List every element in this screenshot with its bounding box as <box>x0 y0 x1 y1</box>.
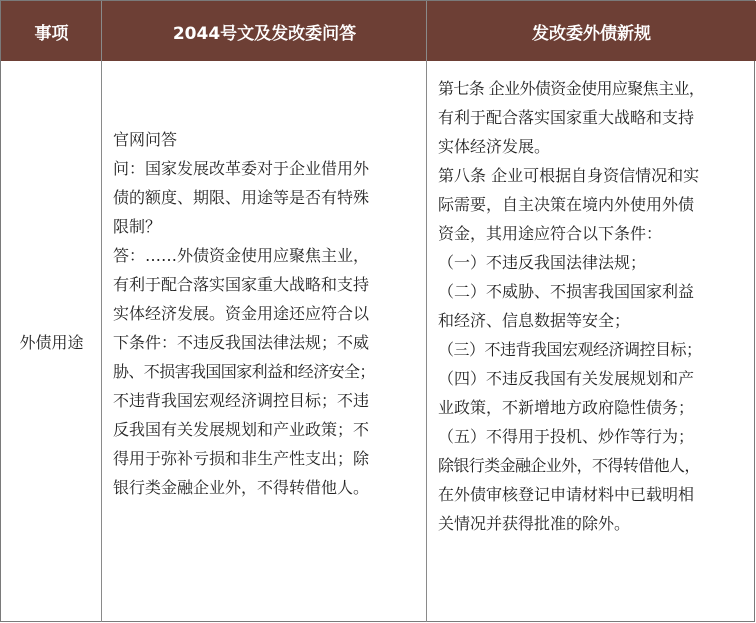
row-item-label: 外债用途 <box>19 332 84 352</box>
qa-line: 问：国家发展改革委对于企业借用外 <box>113 159 370 178</box>
rule-line: 际需要，自主决策在境内外使用外债 <box>438 195 695 214</box>
qa-line: 官网问答 <box>113 130 178 149</box>
qa-line: 银行类金融企业外，不得转借他人。 <box>113 478 370 497</box>
header-cell-2044-doc: 2044号文及发改委问答 <box>172 23 357 44</box>
rule-line: 资金，其用途应符合以下条件： <box>438 224 663 243</box>
qa-line: 答：……外债资金使用应聚焦主业， <box>113 246 370 265</box>
row-item-cell <box>1 61 102 623</box>
table-header <box>1 1 756 61</box>
rule-line: （四）不违反我国有关发展规划和产 <box>438 369 695 388</box>
rule-line: 第七条 企业外债资金使用应聚焦主业， <box>438 79 705 98</box>
qa-line: 不违背我国宏观经济调控目标；不违 <box>113 391 370 410</box>
rule-line: 实体经济发展。 <box>438 137 551 156</box>
qa-line: 实体经济发展。资金用途还应符合以 <box>113 304 370 323</box>
rule-line: 第八条 企业可根据自身资信情况和实 <box>438 166 700 185</box>
rule-line: （五）不得用于投机、炒作等行为； <box>438 427 695 446</box>
rule-line: 和经济、信息数据等安全； <box>438 311 631 330</box>
rule-line: 除银行类金融企业外，不得转借他人， <box>438 456 700 475</box>
rule-line: 有利于配合落实国家重大战略和支持 <box>438 108 695 127</box>
rule-line: （二）不威胁、不损害我国国家利益 <box>438 282 695 301</box>
rule-line: （三）不违背我国宏观经济调控目标； <box>438 340 702 359</box>
qa-line: 胁、不损害我国国家利益和经济安全； <box>113 362 375 381</box>
rule-line: （一）不违反我国法律法规； <box>438 253 647 272</box>
qa-line: 下条件：不违反我国法律法规；不威 <box>113 333 370 352</box>
rule-line: 业政策，不新增地方政府隐性债务； <box>438 398 695 417</box>
qa-line: 限制？ <box>113 217 162 236</box>
qa-line: 债的额度、期限、用途等是否有特殊 <box>113 188 370 207</box>
rule-line: 在外债审核登记申请材料中已载明相 <box>438 485 695 504</box>
qa-line: 有利于配合落实国家重大战略和支持 <box>113 275 370 294</box>
header-cell-item: 事项 <box>34 23 69 44</box>
rules-cell <box>427 61 756 538</box>
rule-line: 关情况并获得批准的除外。 <box>438 514 631 533</box>
qa-cell <box>102 61 427 502</box>
qa-line: 反我国有关发展规划和产业政策；不 <box>113 420 370 439</box>
header-cell-new-rules: 发改委外债新规 <box>532 23 651 44</box>
qa-line: 得用于弥补亏损和非生产性支出；除 <box>113 449 370 468</box>
